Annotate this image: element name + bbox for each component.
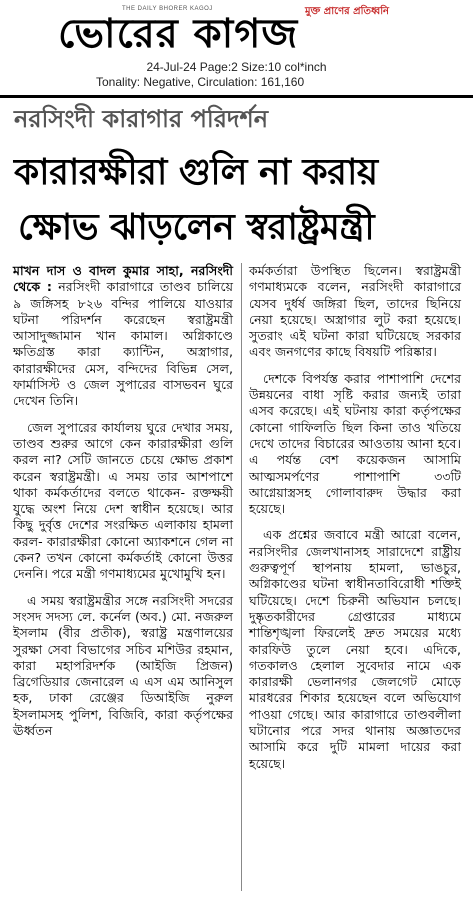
article-byline: মাখন দাস ও বাদল কুমার সাহা, নরসিংদী থেকে : xyxy=(13,263,233,295)
article-paragraph: কর্মকর্তারা উপস্থিত ছিলেন। স্বরাষ্ট্রমন্ত্রী গণমাধ্যমকে বলেন, নরসিংদী কারাগারে যেসব দুর্ধর্ষ জঙ্গিরা ছিল, তাদের ছিনিয়ে নেয়া হয়েছে। অস্ত্রাগার লুট করা হয়েছে। সুতরাং এই ঘটনা কারা ঘটিয়েছে সরকার এবং জনগণের কাছে বিষয়টি পরিষ্কার। xyxy=(249,263,461,360)
clipping-meta-tonality: Tonality: Negative, Circulation: 161,160 xyxy=(96,75,305,89)
article-paragraph: জেল সুপারের কার্যালয় ঘুরে দেখার সময়, তাণ্ডব শুরুর আগে কেন কারারক্ষীরা গুলি করল না? সেটি জানতে চেয়ে ক্ষোভ প্রকাশ করেন স্বরাষ্ট্রমন্ত্রী। এ সময় তার আশপাশে থাকা কর্মকর্তাদের বলতে থাকেন- রক্তক্ষয়ী যুদ্ধে অংশ নিয়ে দেশ স্বাধীন হয়েছে। আর কিছু দুর্বৃত্ত দেশের সংরক্ষিত এলাকায় হামলা করল- কারারক্ষীরা কোনো অ্যাকশনে গেল না কেন? তখন কোনো কর্মকর্তাই কোনো উত্তর দেননি। পরে মন্ত্রী গণমাধ্যমের মুখোমুখি হন। xyxy=(13,419,233,582)
article-headline-line-1: কারারক্ষীরা গুলি না করায় xyxy=(14,152,378,193)
article-column-left xyxy=(13,263,233,739)
article-paragraph: এক প্রশ্নের জবাবে মন্ত্রী আরো বলেন, নরসিংদীর জেলখানাসহ সারাদেশে রাষ্ট্রীয় গুরুত্বপূর্ণ স্থাপনায় হামলা, ভাঙচুর, অগ্নিকাণ্ডের ঘটনা স্বাধীনতাবিরোধী শক্তিই ঘটিয়েছে। দেশে চিরুনী অভিযান চলছে। দুষ্কৃতকারীদের গ্রেপ্তারের মাধ্যমে শান্তিশৃঙ্খলা ফিরলেই দ্রুত সময়ের মধ্যে কারফিউ তুলে নেয়া হবে। এদিকে, গতকালও হেলাল সুবেদার নামে এক কারারক্ষী ভেলানগর জেলগেট মোড়ে মারধরের শিকার হয়েছেন বলে অভিযোগ পাওয়া গেছে। আর কারাগারে তাণ্ডবলীলা ঘটানোর পরে সদর থানায় অজ্ঞাতদের আসামি করে দুটি মামলা দায়ের করা হয়েছে। xyxy=(249,527,461,771)
header-divider xyxy=(0,95,473,98)
article-paragraph xyxy=(13,263,233,410)
masthead-english-name: THE DAILY BHORER KAGOJ xyxy=(122,6,213,12)
article-paragraph: এ সময় স্বরাষ্ট্রমন্ত্রীর সঙ্গে নরসিংদী সদরের সংসদ সদস্য লে. কর্নেল (অব.) মো. নজরুল ইসলাম (বীর প্রতীক), স্বরাষ্ট্র মন্ত্রণালয়ের সুরক্ষা সেবা বিভাগের সচিব মশিউর রহমান, কারা মহাপরিদর্শক (আইজি প্রিজন) ব্রিগেডিয়ার জেনারেল এ এস এম আনিসুল হক, ঢাকা রেঞ্জের ডিআইজি নুরুল ইসলামসহ পুলিশ, বিজিবি, কারা কর্তৃপক্ষের ঊর্ধ্বতন xyxy=(13,592,233,739)
newspaper-logo: ভোরের কাগজ xyxy=(58,11,299,57)
article-column-right xyxy=(249,263,461,772)
clipping-meta-date-page: 24-Jul-24 Page:2 Size:10 col*inch xyxy=(146,60,327,74)
article-kicker: নরসিংদী কারাগার পরিদর্শন xyxy=(14,105,269,133)
article-text: নরসিংদী কারাগারে তাণ্ডব চালিয়ে ৯ জঙ্গিসহ ৮২৬ বন্দির পালিয়ে যাওয়ার ঘটনা পরিদর্শন করেছেন স্বরাষ্ট্রমন্ত্রী আসাদুজ্জামান খান কামাল। অগ্নিকাণ্ডে ক্ষতিগ্রস্ত কারা ক্যান্টিন, অস্ত্রাগার, কারারক্ষীদের মেস, বন্দিদের বিভিন্ন সেল, ফার্মাসিস্ট ও জেল সুপারের বাসভবন ঘুরে দেখেন তিনি। xyxy=(13,279,233,409)
article-headline-line-2: ক্ষোভ ঝাড়লেন স্বরাষ্ট্রমন্ত্রী xyxy=(18,207,375,248)
column-divider xyxy=(241,263,242,891)
masthead-tagline: মুক্ত প্রাণের প্রতিধ্বনি xyxy=(305,6,390,17)
article-paragraph: দেশকে বিপর্যস্ত করার পাশাপাশি দেশের উন্নয়নের বাধা সৃষ্টি করার জন্যই তারা এসব করেছে। এই ঘটনায় কারা কর্তৃপক্ষের কোনো গাফিলতি ছিল কিনা তাও খতিয়ে দেখে তাদের বিচারের আওতায় আনা হবে। এ পর্যন্ত বেশ কয়েকজন আসামি আত্মসমর্পণের পাশাপাশি ৩৩টি আগ্নেয়াস্ত্রসহ গোলাবারুদ উদ্ধার করা হয়েছে। xyxy=(249,370,461,517)
